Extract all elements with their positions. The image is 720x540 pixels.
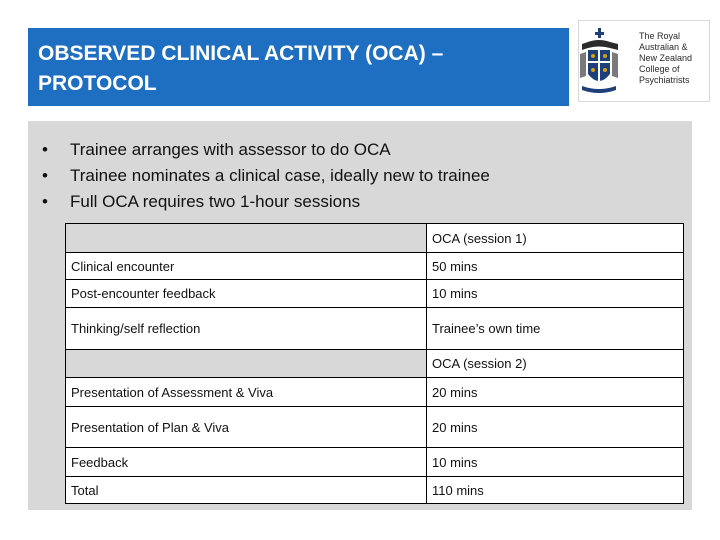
time-cell: 110 mins — [427, 477, 684, 504]
bullet-text: Trainee arranges with assessor to do OCA — [70, 140, 391, 159]
header-empty-cell — [66, 224, 427, 253]
table-row — [66, 308, 684, 350]
protocol-table — [65, 223, 684, 504]
table-row — [66, 378, 684, 407]
table-row — [66, 448, 684, 477]
bullet-dot-icon: • — [42, 140, 48, 159]
time-cell: 10 mins — [427, 448, 684, 477]
time-cell: Trainee’s own time — [427, 308, 684, 350]
title-banner — [28, 28, 569, 106]
session-1-header-row — [66, 224, 684, 253]
bullet-text: Trainee nominates a clinical case, ideally new to trainee — [70, 166, 490, 185]
time-cell: 10 mins — [427, 280, 684, 308]
logo-text-line: College of — [639, 64, 680, 74]
activity-cell: Total — [66, 477, 427, 504]
bullet-dot-icon: • — [42, 166, 48, 185]
activity-cell: Presentation of Assessment & Viva — [66, 378, 427, 407]
header-empty-cell — [66, 350, 427, 378]
activity-cell: Post-encounter feedback — [66, 280, 427, 308]
bullet-item — [42, 137, 490, 163]
content-panel — [28, 121, 692, 510]
bullet-item — [42, 163, 490, 189]
time-cell: 20 mins — [427, 378, 684, 407]
activity-cell: Feedback — [66, 448, 427, 477]
slide-title-line-2: PROTOCOL — [38, 72, 157, 95]
college-name-text — [639, 31, 692, 86]
activity-cell: Presentation of Plan & Viva — [66, 407, 427, 448]
bullet-list — [42, 137, 490, 215]
table-row — [66, 407, 684, 448]
logo-text-line: New Zealand — [639, 53, 693, 63]
table-row — [66, 253, 684, 280]
time-cell: 50 mins — [427, 253, 684, 280]
logo-text-line: The Royal — [639, 31, 681, 41]
bullet-text: Full OCA requires two 1-hour sessions — [70, 192, 361, 211]
logo-text-line: Psychiatrists — [639, 75, 690, 85]
session-2-header: OCA (session 2) — [427, 350, 684, 378]
activity-cell: Thinking/self reflection — [66, 308, 427, 350]
bullet-item — [42, 189, 490, 215]
bullet-dot-icon: • — [42, 192, 48, 211]
logo-text-line: Australian & — [639, 42, 688, 52]
session-2-header-row — [66, 350, 684, 378]
table-row — [66, 477, 684, 504]
session-1-header: OCA (session 1) — [427, 224, 684, 253]
activity-cell: Clinical encounter — [66, 253, 427, 280]
table-row — [66, 280, 684, 308]
slide-title-line-1: OBSERVED CLINICAL ACTIVITY (OCA) – — [38, 42, 444, 65]
time-cell: 20 mins — [427, 407, 684, 448]
